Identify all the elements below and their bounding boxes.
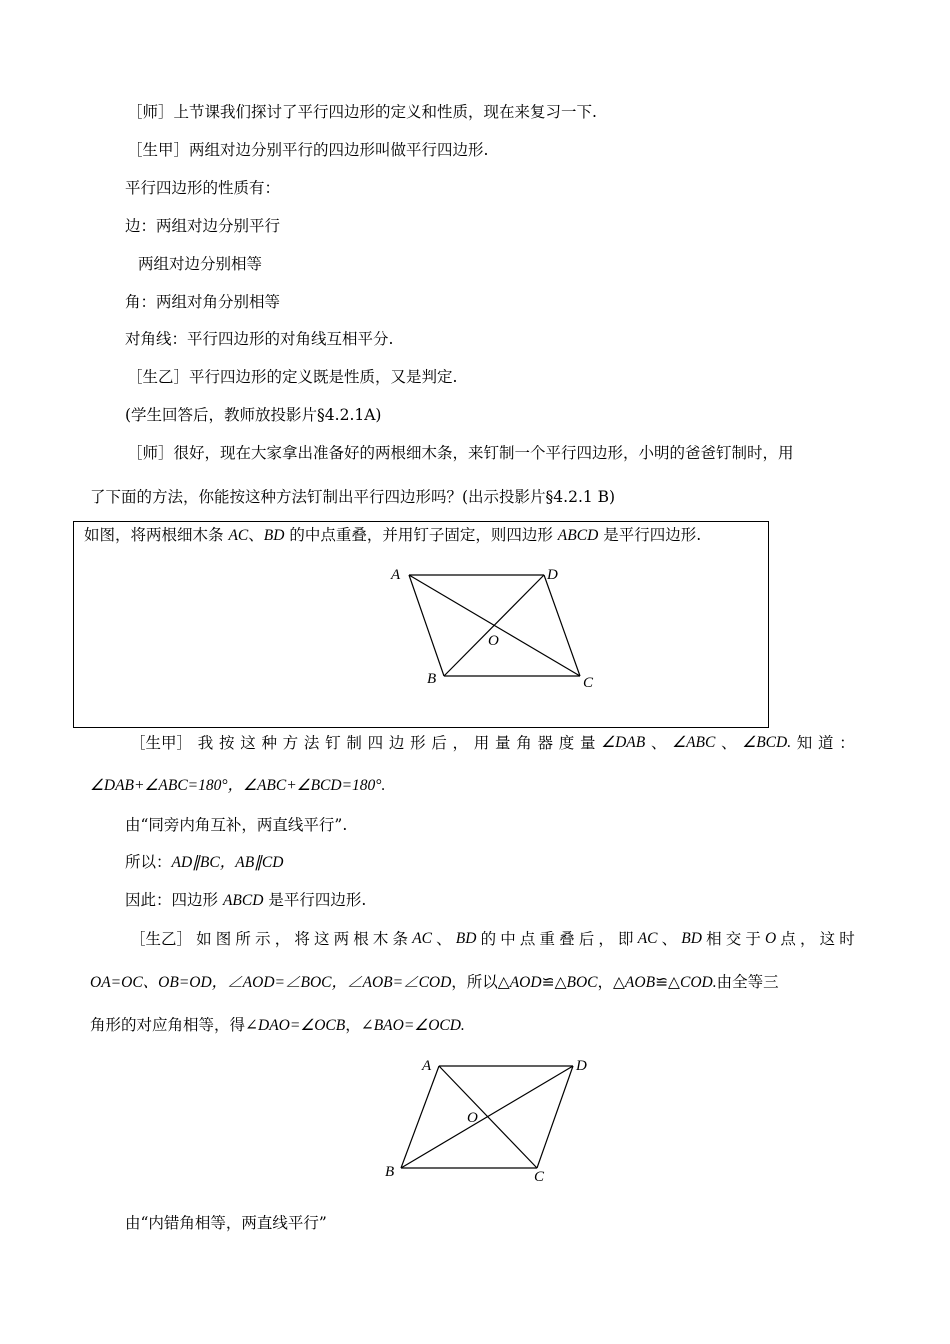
box-text-bd: BD — [263, 527, 285, 544]
box-text-2: 、 — [248, 526, 264, 544]
yi-equalities: OA=OC、OB=OD，∠AOD=∠BOC，∠AOB=∠COD — [90, 974, 452, 991]
yi-token: 将 — [294, 930, 310, 948]
side-dc — [544, 575, 580, 676]
paragraph-teacher-review: ［师］上节课我们探讨了平行四边形的定义和性质，现在来复习一下. — [127, 103, 597, 121]
jia-token: 量 — [579, 734, 596, 752]
yi-text: 由全等三 — [716, 973, 779, 991]
yi-token: 条 — [392, 930, 409, 948]
yi-ac: AC — [637, 930, 658, 947]
jia-token: 种 — [261, 734, 277, 752]
conclusion-text-2: 是平行四边形. — [263, 891, 367, 909]
student-yi-line2 — [90, 972, 779, 993]
center-label-o: O — [467, 1110, 478, 1126]
jia-token: 、 — [650, 734, 667, 752]
side-ba — [401, 1066, 439, 1168]
jia-token: 按 — [218, 734, 235, 752]
projection-box — [73, 521, 769, 728]
box-text-ac: AC — [228, 527, 249, 544]
yi-angle-eq-1: DAO=∠OCB — [258, 1017, 346, 1034]
jia-token: 用 — [473, 734, 490, 752]
parallelogram-figure-2 — [378, 1048, 598, 1188]
yi-token: ， — [799, 930, 816, 948]
paragraph-student-yi-definition: ［生乙］平行四边形的定义既是性质，又是判定. — [127, 368, 458, 386]
vertex-label-a: A — [391, 567, 401, 583]
student-jia-reason: 由“同旁内角互补，两直线平行”. — [125, 816, 348, 834]
center-label-o: O — [488, 633, 499, 649]
student-yi-line1 — [130, 929, 855, 949]
jia-token: 方 — [282, 734, 299, 752]
diagonal-bd — [401, 1066, 573, 1168]
paragraph-student-jia-definition: ［生甲］两组对边分别平行的四边形叫做平行四边形. — [127, 141, 489, 159]
vertex-label-d: D — [576, 1058, 587, 1074]
student-jia-conclusion — [125, 890, 366, 911]
conclusion-abcd: ABCD — [222, 892, 264, 909]
student-jia-equations: ∠DAB+∠ABC=180°，∠ABC+∠BCD=180°. — [90, 777, 386, 794]
jia-token: 量 — [495, 734, 511, 752]
jia-token: 钉 — [325, 734, 341, 752]
jia-token: 边 — [388, 734, 405, 752]
yi-bd: BD — [681, 930, 702, 947]
conclusion-text-1: 因此：四边形 — [125, 891, 223, 909]
yi-token: 于 — [745, 930, 761, 948]
box-text-abcd: ABCD — [557, 527, 599, 544]
yi-text: ，∠ — [345, 1016, 374, 1034]
paragraph-sides-parallel: 边：两组对边分别平行 — [125, 217, 281, 235]
paragraph-projection-a: (学生回答后，教师放投影片§4.2.1A) — [125, 406, 382, 424]
jia-token: 形 — [410, 734, 426, 752]
closing-reason: 由“内错角相等，两直线平行” — [125, 1214, 327, 1232]
yi-token: ， — [274, 930, 291, 948]
yi-ac: AC — [412, 930, 432, 947]
jia-token: 度 — [558, 734, 575, 752]
paragraph-sides-equal: 两组对边分别相等 — [138, 255, 263, 273]
therefore-label: 所以： — [125, 853, 172, 871]
jia-token: 我 — [197, 734, 214, 752]
yi-angle-eq-2: BAO=∠OCD. — [373, 1017, 465, 1034]
jia-token: ： — [839, 734, 855, 752]
yi-token: 后 — [578, 930, 595, 948]
vertex-label-b: B — [427, 671, 437, 687]
yi-token: 根 — [353, 930, 369, 948]
jia-token: ［生甲］ — [130, 734, 193, 752]
paragraph-diagonals: 对角线：平行四边形的对角线互相平分. — [125, 330, 394, 348]
jia-token: ， — [452, 734, 469, 752]
yi-token: 、 — [436, 930, 452, 948]
jia-angle-bcd: ∠BCD. — [742, 734, 792, 751]
paragraph-angles-equal: 角：两组对角分别相等 — [125, 293, 281, 311]
vertex-label-c: C — [583, 675, 594, 691]
yi-text: 角形的对应角相等，得∠ — [90, 1016, 258, 1034]
student-jia-line1 — [130, 733, 855, 753]
yi-token: 中 — [500, 930, 516, 948]
jia-token: 后 — [431, 734, 447, 752]
yi-token: ， — [598, 930, 614, 948]
yi-tri-cod: COD. — [679, 974, 717, 991]
yi-token: ［生乙］ — [130, 930, 193, 948]
jia-token: 角 — [516, 734, 532, 752]
yi-tri-boc: BOC — [566, 974, 598, 991]
jia-token: 法 — [303, 734, 320, 752]
jia-token: 、 — [721, 734, 737, 752]
yi-congruent: ≌△ — [655, 973, 680, 991]
parallelogram-figure-1 — [73, 521, 769, 728]
yi-token: 的 — [480, 930, 497, 948]
jia-token: 道 — [818, 734, 834, 752]
yi-text: ，所以△ — [451, 973, 510, 991]
vertex-label-c: C — [534, 1169, 545, 1185]
jia-token: 四 — [367, 734, 384, 752]
yi-bd: BD — [455, 930, 477, 947]
yi-token: 图 — [215, 930, 232, 948]
vertex-label-a: A — [422, 1058, 432, 1074]
yi-tri-aod: AOD — [509, 974, 542, 991]
side-dc — [537, 1066, 573, 1168]
jia-angle-dab: ∠DAB — [601, 734, 646, 751]
parallel-statement: AD∥BC，AB∥CD — [171, 854, 284, 871]
yi-tri-aob: AOB — [624, 974, 656, 991]
paragraph-teacher-task-line2: 了下面的方法，你能按这种方法钉制出平行四边形吗？(出示投影片§4.2.1 B) — [90, 488, 616, 506]
yi-token: 交 — [725, 930, 742, 948]
yi-token: 两 — [333, 930, 350, 948]
yi-token: 如 — [196, 930, 212, 948]
yi-token: 这 — [313, 930, 330, 948]
box-text-1: 如图，将两根细木条 — [84, 526, 229, 544]
box-text-3: 的中点重叠，并用钉子固定，则四边形 — [284, 526, 558, 544]
paragraph-properties-intro: 平行四边形的性质有： — [125, 179, 281, 197]
box-text-4: 是平行四边形. — [598, 526, 702, 544]
yi-token: 点 — [519, 930, 536, 948]
student-jia-therefore — [125, 852, 283, 873]
yi-token: 相 — [706, 930, 722, 948]
vertex-label-d: D — [547, 567, 558, 583]
yi-token: 所 — [235, 930, 251, 948]
yi-token: 重 — [539, 930, 555, 948]
jia-token: 制 — [346, 734, 362, 752]
yi-token: 叠 — [559, 930, 575, 948]
jia-token: 器 — [537, 734, 553, 752]
jia-token: 知 — [796, 734, 813, 752]
jia-token: 这 — [240, 734, 256, 752]
jia-angle-abc: ∠ABC — [672, 734, 716, 751]
diagonal-bd — [444, 575, 544, 676]
vertex-label-b: B — [385, 1164, 395, 1180]
student-yi-line3 — [90, 1015, 465, 1036]
yi-token: 即 — [618, 930, 634, 948]
yi-token: 木 — [372, 930, 389, 948]
yi-o: O — [764, 930, 777, 947]
yi-token: 、 — [661, 930, 678, 948]
yi-token: 时 — [839, 930, 855, 948]
yi-congruent: ≌△ — [541, 973, 567, 991]
paragraph-teacher-task-line1: ［师］很好，现在大家拿出准备好的两根细木条，来钉制一个平行四边形，小明的爸爸钉制时，用 — [127, 444, 794, 462]
yi-token: 点 — [780, 930, 796, 948]
yi-text: ，△ — [597, 973, 625, 991]
yi-token: 这 — [819, 930, 836, 948]
yi-token: 示 — [255, 930, 271, 948]
side-ba — [409, 575, 444, 676]
